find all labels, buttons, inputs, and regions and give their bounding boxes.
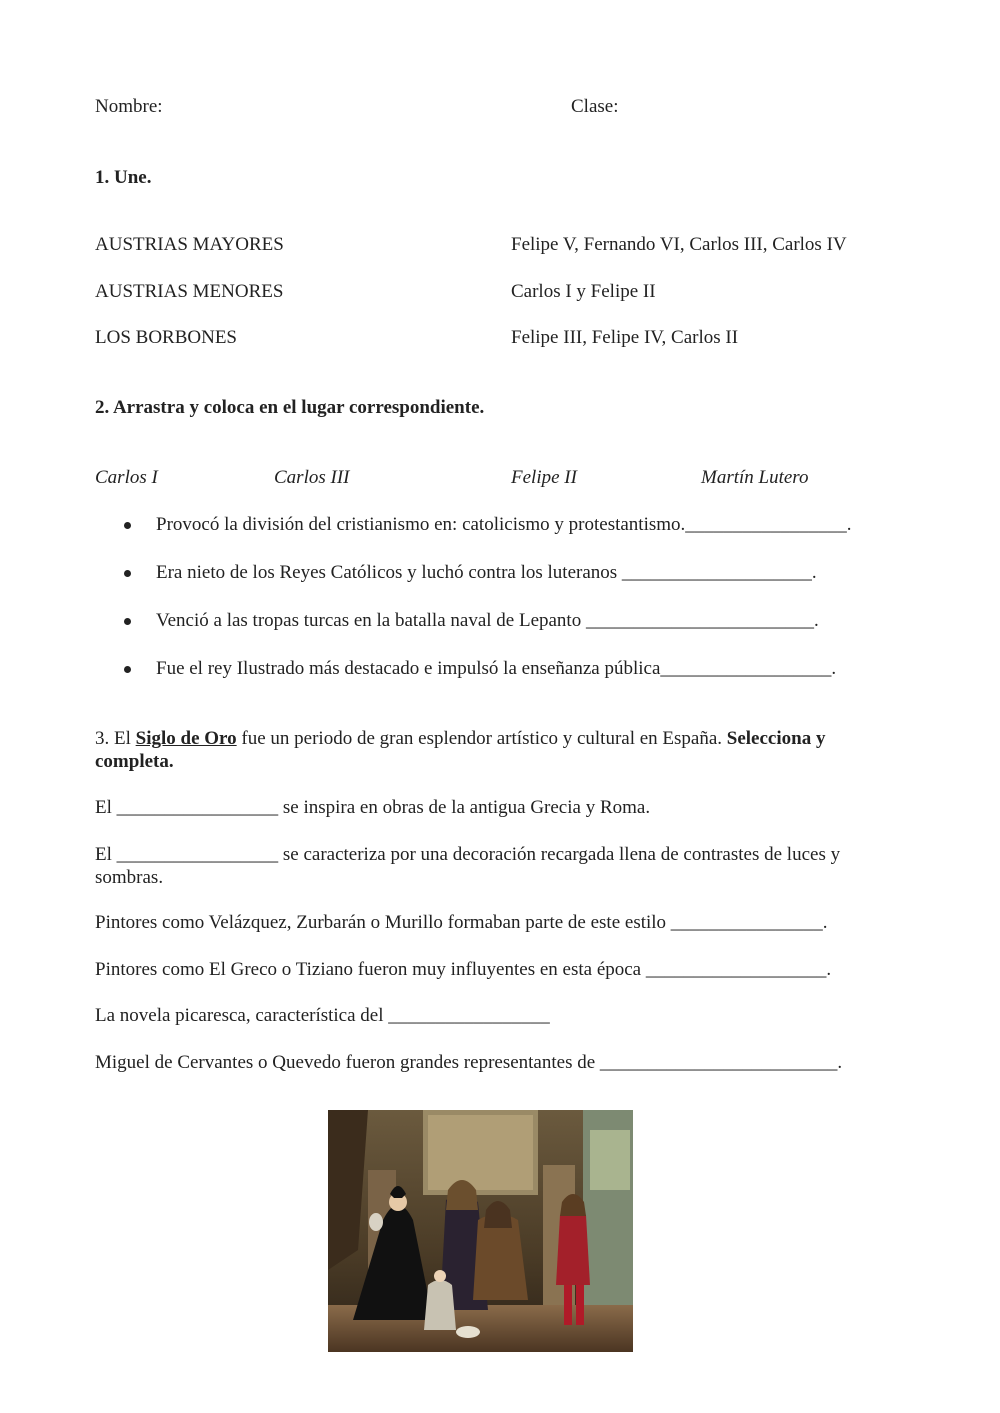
royal-family-painting	[328, 1110, 633, 1352]
class-label: Clase:	[571, 96, 619, 117]
name-label: Nombre:	[95, 96, 163, 117]
bullet-icon	[124, 522, 131, 529]
bullet-icon	[124, 570, 131, 577]
match-right-item[interactable]: Carlos I y Felipe II	[511, 281, 656, 302]
match-left-item[interactable]: AUSTRIAS MAYORES	[95, 234, 284, 255]
drag-word[interactable]: Martín Lutero	[701, 467, 809, 488]
painting-illustration	[328, 1110, 633, 1352]
intro-middle: fue un periodo de gran esplendor artístico y cultural en España.	[236, 728, 727, 749]
bullet-icon	[124, 666, 131, 673]
drag-word[interactable]: Carlos III	[274, 467, 350, 488]
fill-line[interactable]: La novela picaresca, característica del _________________	[95, 1005, 550, 1026]
bullet-icon	[124, 618, 131, 625]
drag-word[interactable]: Felipe II	[511, 467, 577, 488]
section2-title: 2. Arrastra y coloca en el lugar correspondiente.	[95, 397, 485, 418]
list-item[interactable]: Fue el rey Ilustrado más destacado e impulsó la enseñanza pública__________________.	[156, 658, 837, 679]
match-right-item[interactable]: Felipe III, Felipe IV, Carlos II	[511, 327, 739, 348]
fill-line[interactable]: Miguel de Cervantes o Quevedo fueron grandes representantes de _________________________.	[95, 1052, 843, 1073]
drag-word[interactable]: Carlos I	[95, 467, 158, 488]
intro-prefix: 3. El	[95, 728, 136, 749]
fill-line[interactable]: El _________________ se caracteriza por una decoración recargada llena de contrastes de luces y sombras.	[95, 844, 841, 888]
fill-line[interactable]: Pintores como El Greco o Tiziano fueron muy influyentes en esta época ___________________.	[95, 959, 832, 980]
intro-instruction: Selecciona y completa.	[95, 728, 826, 772]
fill-line[interactable]: Pintores como Velázquez, Zurbarán o Murillo formaban parte de este estilo ________________.	[95, 912, 828, 933]
siglo-de-oro-highlight: Siglo de Oro	[135, 728, 237, 749]
match-right-item[interactable]: Felipe V, Fernando VI, Carlos III, Carlos IV	[511, 234, 847, 255]
match-left-item[interactable]: LOS BORBONES	[95, 327, 237, 348]
match-left-item[interactable]: AUSTRIAS MENORES	[95, 281, 284, 302]
fill-line[interactable]: El _________________ se inspira en obras de la antigua Grecia y Roma.	[95, 797, 651, 818]
section1-title: 1. Une.	[95, 167, 152, 188]
list-item[interactable]: Venció a las tropas turcas en la batalla naval de Lepanto ________________________.	[156, 610, 819, 631]
section3-intro	[95, 727, 895, 773]
list-item[interactable]: Era nieto de los Reyes Católicos y luchó contra los luteranos ____________________.	[156, 562, 817, 583]
list-item[interactable]: Provocó la división del cristianismo en: catolicismo y protestantismo._________________.	[156, 514, 852, 535]
